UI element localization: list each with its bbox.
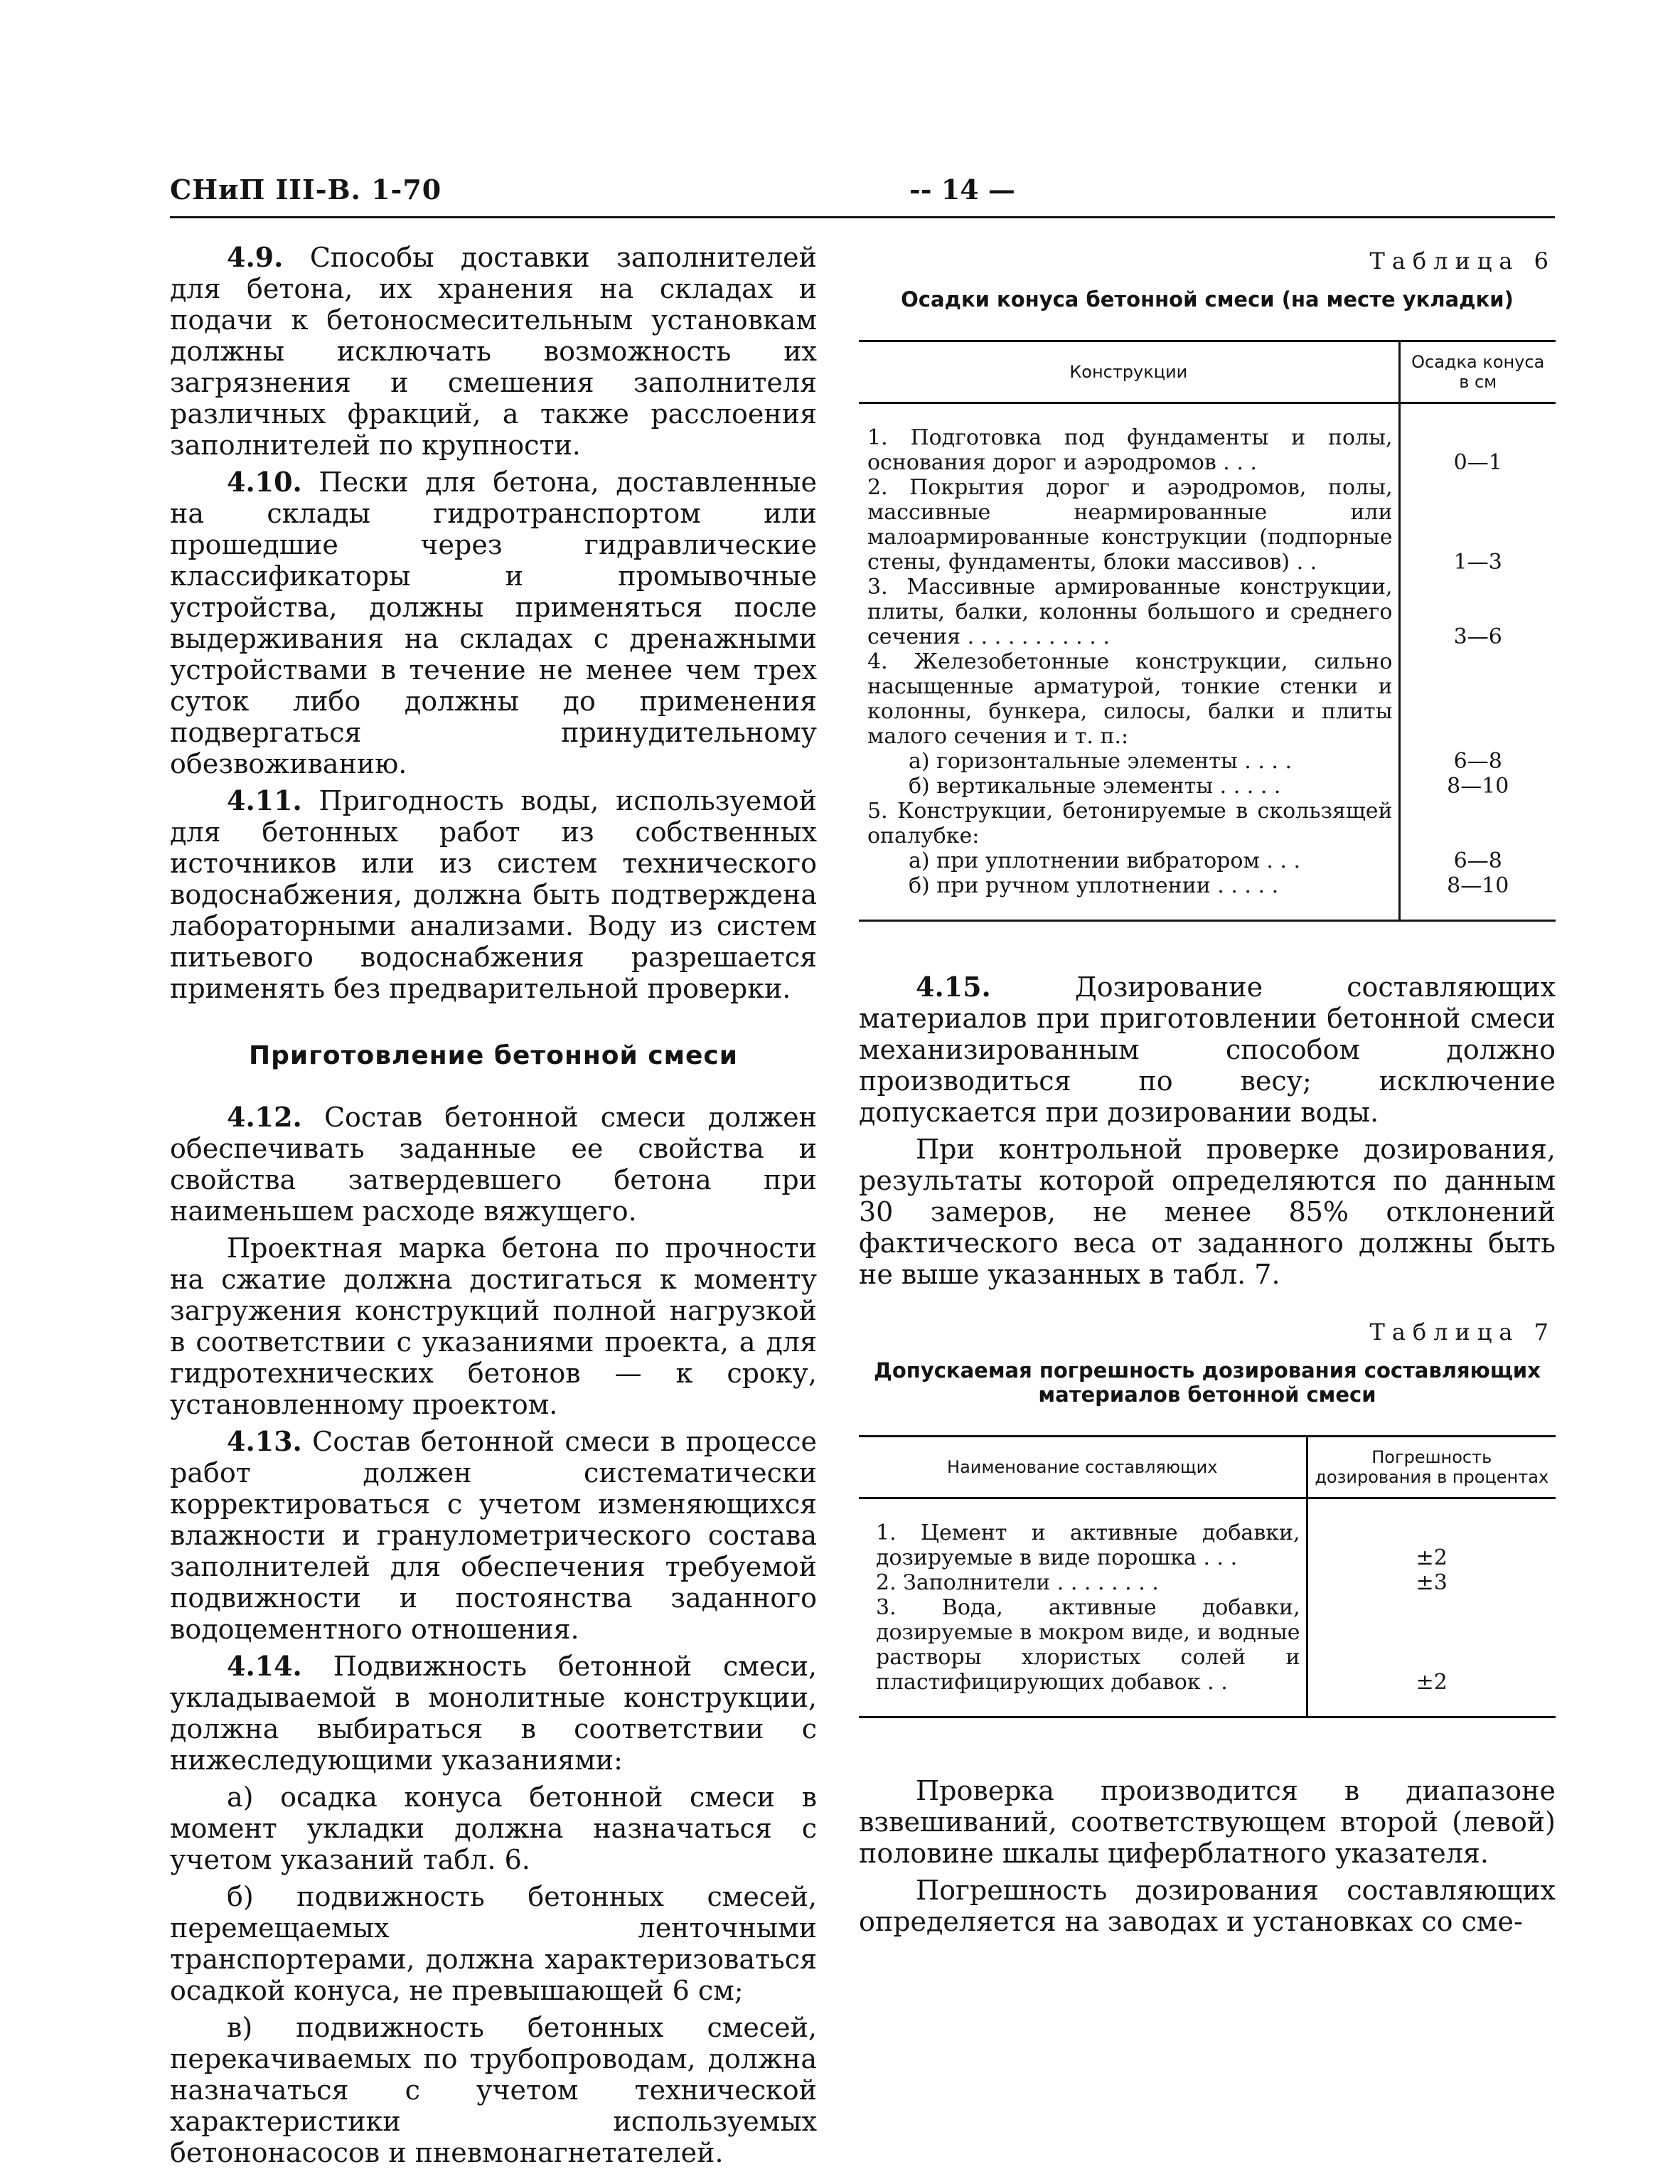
page-number: -- 14 — <box>909 174 1015 206</box>
page-header <box>170 174 1555 218</box>
paragraph-4-10: 4.10. Пески для бетона, доставленные на склады гидротранспортом или прошедшие через гидравлические классификаторы и промывочные устройства, должны применяться после выдерживания на складах с дренажными устройствами в течение не менее чем трех суток либо должны до применения подвергаться принудительному обезвоживанию. <box>170 466 817 779</box>
paragraph-item-b: б) подвижность бетонных смесей, перемещаемых ленточными транспортерами, должна характеризоваться осадкой конуса, не превышающей 6 см; <box>170 1881 817 2006</box>
paragraph-4-9: 4.9. Способы доставки заполнителей для бетона, их хранения на складах и подачи к бетоносмесительным установкам должны исключать возможность их загрязнения и смешения заполнителя различных фракций, а также расслоения заполнителей по крупности. <box>170 241 817 461</box>
table-7-title: Допускаемая погрешность дозирования составляющих материалов бетонной смеси <box>874 1358 1541 1407</box>
table-row: б) вертикальные элементы . . . . . 8—10 <box>859 774 1556 799</box>
table-row: 3. Вода, активные добавки, дозируемые в мокром виде, и водные растворы хлористых солей и пластифицирующих добавок . . ±2 <box>859 1595 1556 1695</box>
table-row: а) при уплотнении вибратором . . . 6—8 <box>859 848 1556 873</box>
paragraph-4-15: 4.15. Дозирование составляющих материалов при приготовлении бетонной смеси механизированным способом должно производиться по весу; исключение допускается при дозировании воды. <box>859 971 1556 1128</box>
paragraph-check-range: Проверка производится в диапазоне взвешиваний, соответствующем второй (левой) половине шкалы циферблатного указателя. <box>859 1775 1556 1869</box>
table-6-header-constructions: Конструкции <box>859 341 1399 403</box>
paragraph-item-a: а) осадка конуса бетонной смеси в момент укладки должна назначаться с учетом указаний табл. 6. <box>170 1781 817 1875</box>
table-row: 1. Цемент и активные добавки, дозируемые в виде порошка . . . ±2 <box>859 1520 1556 1570</box>
table-6-label: Таблица 6 <box>1369 247 1556 275</box>
paragraph-4-11: 4.11. Пригодность воды, используемой для бетонных работ из собственных источников или из систем технического водоснабжения, должна быть подтверждена лабораторными анализами. Воду из систем питьевого водоснабжения разрешается применять без предварительной проверки. <box>170 784 817 1004</box>
table-7 <box>859 1435 1556 1718</box>
table-7-header-components: Наименование составляющих <box>859 1437 1307 1498</box>
table-row: 1. Подготовка под фундаменты и полы, основания дорог и аэродромов . . . 0—1 <box>859 425 1556 475</box>
table-row: 2. Покрытия дорог и аэродромов, полы, массивные неармированные или малоармированные конструкции (подпорные стены, фундаменты, блоки массивов) . . 1—3 <box>859 475 1556 575</box>
left-column <box>170 242 817 2174</box>
table-row: 2. Заполнители . . . . . . . . ±3 <box>859 1570 1556 1595</box>
paragraph-4-13: 4.13. Состав бетонной смеси в процессе работ должен систематически корректироваться с учетом изменяющихся влажности и гранулометрического состава заполнителей для обеспечения требуемой подвижности и постоянства заданного водоцементного отношения. <box>170 1425 817 1645</box>
table-6-header-slump: Осадка конуса в см <box>1399 341 1556 403</box>
table-6-title: Осадки конуса бетонной смеси (на месте укладки) <box>901 287 1514 311</box>
table-row: 4. Железобетонные конструкции, сильно насыщенные арматурой, тонкие стенки и колонны, бункера, силосы, балки и плиты малого сечения и т. п.: <box>859 649 1556 749</box>
paragraph-4-12: 4.12. Состав бетонной смеси должен обеспечивать заданные ее свойства и свойства затвердевшего бетона при наименьшем расходе вяжущего. <box>170 1101 817 1227</box>
paragraph-item-v: в) подвижность бетонных смесей, перекачиваемых по трубопроводам, должна назначаться с учетом технической характеристики используемых бетононасосов и пневмонагнетателей. <box>170 2012 817 2168</box>
table-7-header-error: Погрешность дозирования в процентах <box>1307 1437 1556 1498</box>
right-column <box>859 242 1556 1943</box>
paragraph-dosing-error: Погрешность дозирования составляющих определяется на заводах и установках со сме- <box>859 1875 1556 1937</box>
paragraph-control-check: При контрольной проверке дозирования, результаты которой определяются по данным 30 замеров, не менее 85% отклонений фактического веса от заданного должны быть не выше указанных в табл. 7. <box>859 1134 1556 1290</box>
document-code: СНиП III-В. 1-70 <box>170 174 442 206</box>
table-row: а) горизонтальные элементы . . . . 6—8 <box>859 749 1556 774</box>
paragraph-4-14: 4.14. Подвижность бетонной смеси, укладываемой в монолитные конструкции, должна выбираться в соответствии с нижеследующими указаниями: <box>170 1650 817 1776</box>
table-row: б) при ручном уплотнении . . . . . 8—10 <box>859 873 1556 898</box>
table-6 <box>859 340 1556 922</box>
table-row: 5. Конструкции, бетонируемые в скользящей опалубке: <box>859 799 1556 848</box>
table-7-label: Таблица 7 <box>1369 1319 1556 1346</box>
table-row: 3. Массивные армированные конструкции, плиты, балки, колонны большого и среднего сечения . . . . . . . . . . . 3—6 <box>859 575 1556 649</box>
paragraph-design-grade: Проектная марка бетона по прочности на сжатие должна достигаться к моменту загружения конструкций полной нагрузкой в соответствии с указаниями проекта, а для гидротехнических бетонов — к сроку, установленному проектом. <box>170 1232 817 1420</box>
section-heading: Приготовление бетонной смеси <box>248 1041 738 1070</box>
